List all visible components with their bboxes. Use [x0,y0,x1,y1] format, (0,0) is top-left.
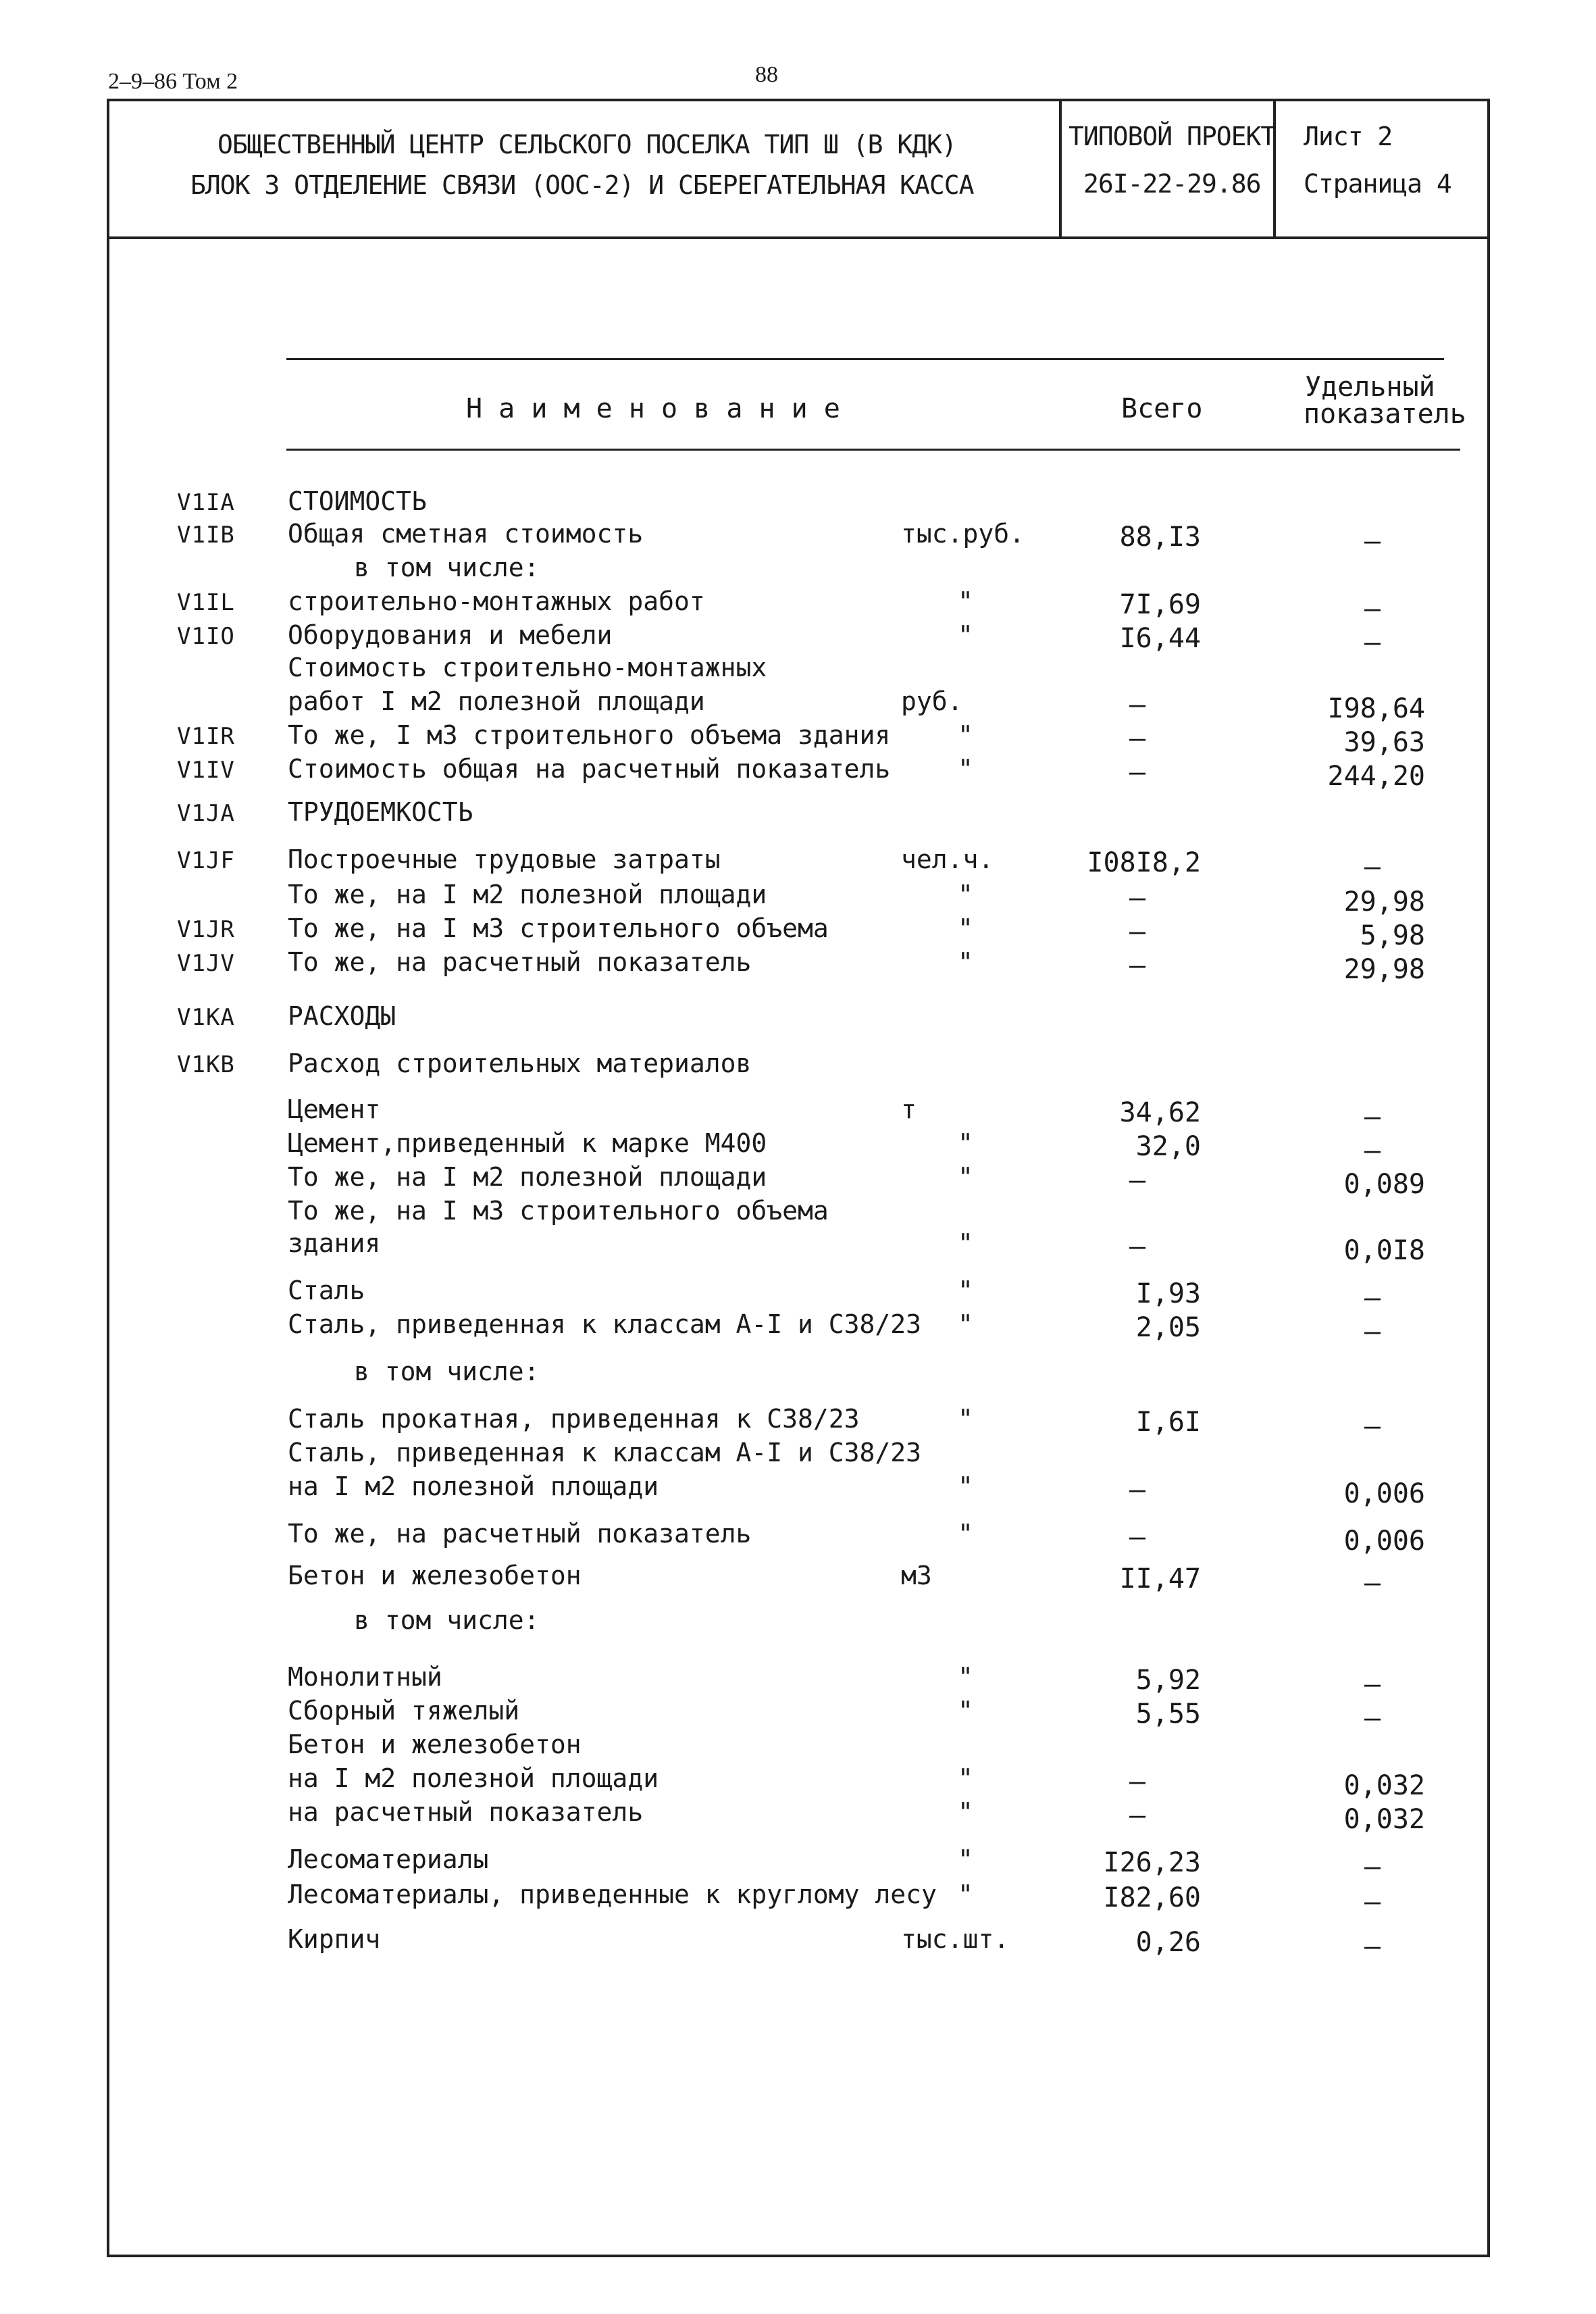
row-unit: " [958,880,973,909]
row-unit: " [958,913,973,943]
row-unit: " [958,1472,973,1501]
row-specific: 5,98 [1360,920,1425,951]
row-total: 5,92 [1135,1665,1201,1696]
row-specific: – [1364,1135,1381,1166]
column-header-top-rule [286,358,1444,360]
volume-label: 2–9–86 Том 2 [108,69,238,94]
row-unit: " [958,1228,973,1258]
row-unit: " [958,754,973,784]
row-unit: чел.ч. [901,845,994,874]
row-name: Сталь прокатная, приведенная к С38/23 [288,1404,860,1434]
row-name: Сталь, приведенная к классам А-I и С38/23 [288,1309,921,1339]
row-unit: " [958,1162,973,1192]
row-specific: – [1364,851,1381,882]
row-name: То же, на расчетный показатель [288,1519,752,1549]
page-number: 88 [755,62,778,87]
row-name: Кирпич [288,1924,381,1954]
row-specific: 29,98 [1343,886,1425,917]
row-name: ТРУДОЕМКОСТЬ [288,797,473,827]
row-name: Расход строительных материалов [288,1049,752,1078]
row-total: II,47 [1119,1563,1201,1594]
row-name: Бетон и железобетон [288,1561,582,1590]
row-total: 7I,69 [1119,589,1201,620]
row-specific: 0,032 [1343,1804,1425,1835]
row-name: строительно-монтажных работ [288,586,705,616]
row-unit: тыс.руб. [901,519,1025,549]
row-name: в том числе: [354,1357,540,1386]
row-name: Сборный тяжелый [288,1696,520,1726]
row-name: То же, на I м3 строительного объема [288,1196,829,1226]
row-unit: " [958,1276,973,1305]
row-name: в том числе: [354,553,540,582]
row-unit: " [958,620,973,650]
row-total: I,6I [1135,1407,1201,1438]
column-header-total: Всего [1121,393,1203,424]
row-total: 2,05 [1135,1312,1201,1343]
row-name: То же, на I м3 строительного объема [288,913,829,943]
column-header-name: Н а и м е н о в а н и е [466,393,840,424]
row-total: – [1129,723,1146,754]
row-specific: – [1364,1886,1381,1917]
row-total: I26,23 [1103,1847,1201,1878]
row-total: 34,62 [1119,1097,1201,1128]
row-specific: – [1364,627,1381,658]
row-total: – [1129,916,1146,947]
row-unit: " [958,1797,973,1827]
row-name: Лесоматериалы, приведенные к круглому лесу [288,1880,937,1909]
column-header-specific-2: показатель [1304,399,1466,430]
row-specific: – [1364,1567,1381,1599]
row-name: Оборудования и мебели [288,620,613,650]
row-total: – [1129,1231,1146,1262]
row-total: – [1129,1474,1146,1505]
row-code: V1IA [177,489,235,516]
row-code: V1JF [177,847,235,874]
row-unit: " [958,1128,973,1158]
row-unit: " [958,947,973,977]
row-code: V1JR [177,916,235,943]
row-specific: 0,006 [1343,1478,1425,1509]
row-specific: 244,20 [1327,761,1425,792]
row-total: 32,0 [1135,1131,1201,1162]
row-specific: 0,006 [1343,1526,1425,1557]
row-total: – [1129,1766,1146,1797]
sheet-label: Лист 2 [1304,122,1393,151]
row-unit: " [958,586,973,616]
row-total: I82,60 [1103,1882,1201,1913]
row-unit: " [958,1696,973,1726]
row-name: работ I м2 полезной площади [288,686,705,716]
row-specific: 0,0I8 [1343,1235,1425,1266]
row-unit: руб. [901,686,963,716]
row-specific: – [1364,1282,1381,1313]
row-total: – [1129,1521,1146,1553]
row-name: Сталь, приведенная к классам А-I и С38/23 [288,1438,921,1467]
row-total: – [1129,882,1146,913]
column-header-specific-1: Удельный [1305,372,1435,403]
row-name: СТОИМОСТЬ [288,486,427,516]
row-name: в том числе: [354,1605,540,1635]
row-total: I08I8,2 [1087,847,1201,878]
row-name: То же, I м3 строительного объема здания [288,720,891,750]
row-unit: " [958,1404,973,1434]
row-unit: тыс.шт. [901,1924,1010,1954]
row-total: – [1129,1800,1146,1831]
row-name: здания [288,1228,381,1258]
row-specific: 39,63 [1343,727,1425,758]
row-code: V1JV [177,950,235,977]
row-unit: " [958,1844,973,1874]
row-unit: " [958,1519,973,1549]
row-total: 0,26 [1135,1927,1201,1958]
row-specific: I98,64 [1327,693,1425,724]
row-name: Общая сметная стоимость [288,519,644,549]
row-name: Лесоматериалы [288,1844,489,1874]
row-total: 88,I3 [1119,522,1201,553]
row-total: I,93 [1135,1278,1201,1309]
title-block-divider-1 [1059,99,1062,238]
row-total: – [1129,950,1146,981]
row-specific: – [1364,1703,1381,1734]
row-total: – [1129,757,1146,788]
row-total: – [1129,1165,1146,1196]
title-line-2: БЛОК 3 ОТДЕЛЕНИЕ СВЯЗИ (ООС-2) И СБЕРЕГАТЕЛЬНАЯ КАССА [190,170,974,200]
row-name: Построечные трудовые затраты [288,845,721,874]
row-specific: 29,98 [1343,954,1425,985]
row-name: Цемент [288,1095,381,1124]
row-specific: – [1364,526,1381,557]
row-specific: – [1364,593,1381,624]
project-label: ТИПОВОЙ ПРОЕКТ [1069,122,1276,151]
row-code: V1IV [177,757,235,784]
row-unit: " [958,1880,973,1909]
row-name: на расчетный показатель [288,1797,644,1827]
row-name: Стоимость общая на расчетный показатель [288,754,891,784]
row-unit: м3 [901,1561,932,1590]
row-unit: " [958,1763,973,1793]
page-label: Страница 4 [1304,169,1451,199]
row-specific: – [1364,1669,1381,1700]
row-name: Бетон и железобетон [288,1730,582,1759]
row-name: То же, на I м2 полезной площади [288,1162,767,1192]
row-unit: т [901,1095,917,1124]
row-name: на I м2 полезной площади [288,1472,659,1501]
row-total: I6,44 [1119,623,1201,654]
row-name: РАСХОДЫ [288,1001,396,1031]
title-block-divider-2 [1273,99,1276,238]
row-code: V1IB [177,522,235,549]
row-specific: – [1364,1851,1381,1882]
row-name: Стоимость строительно-монтажных [288,653,767,682]
row-specific: – [1364,1931,1381,1962]
row-specific: – [1364,1316,1381,1347]
row-name: Сталь [288,1276,365,1305]
row-code: V1JA [177,800,235,827]
row-specific: – [1364,1101,1381,1132]
row-name: То же, на I м2 полезной площади [288,880,767,909]
row-name: То же, на расчетный показатель [288,947,752,977]
row-unit: " [958,720,973,750]
row-specific: 0,089 [1343,1169,1425,1200]
row-total: – [1129,689,1146,720]
title-block-bottom-rule [107,236,1490,239]
row-code: V1IO [177,623,235,650]
row-name: Монолитный [288,1662,442,1692]
row-total: 5,55 [1135,1699,1201,1730]
row-code: V1IR [177,723,235,750]
column-header-bottom-rule [286,449,1460,451]
title-line-1: ОБЩЕСТВЕННЫЙ ЦЕНТР СЕЛЬСКОГО ПОСЕЛКА ТИП Ш (В КДК) [217,130,956,159]
row-unit: " [958,1309,973,1339]
row-name: на I м2 полезной площади [288,1763,659,1793]
project-code: 26I-22-29.86 [1083,169,1261,199]
row-specific: 0,032 [1343,1770,1425,1801]
row-code: V1IL [177,589,235,616]
row-code: V1KA [177,1004,235,1031]
row-code: V1KB [177,1051,235,1078]
row-name: Цемент,приведенный к марке М400 [288,1128,767,1158]
row-unit: " [958,1662,973,1692]
row-specific: – [1364,1411,1381,1442]
